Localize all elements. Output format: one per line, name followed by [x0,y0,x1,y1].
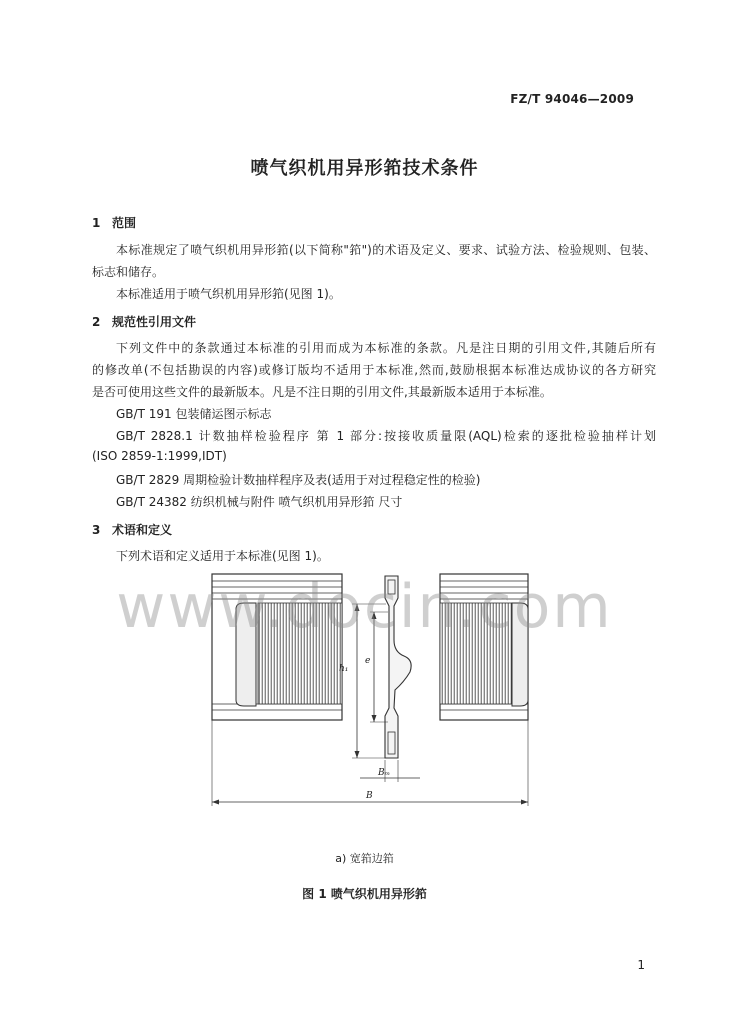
section-2-title: 规范性引用文件 [112,315,197,329]
section-3-title: 术语和定义 [112,523,173,537]
watermark: www.docin.com [116,572,613,642]
reference-gb-t-24382: GB/T 24382 纺织机械与附件 喷气织机用异形筘 尺寸 [116,495,403,509]
page-number: 1 [637,958,645,972]
reference-gb-t-2829: GB/T 2829 周期检验计数抽样程序及表(适用于对过程稳定性的检验) [116,473,481,487]
figure-caption: 图 1 喷气织机用异形筘 [302,887,427,901]
section-3-number: 3 [92,523,101,537]
section-1-para-1-line-1: 本标准规定了喷气织机用异形筘(以下简称"筘")的术语及定义、要求、试验方法、检验规则、包装、 [116,243,656,257]
section-1-title: 范围 [112,216,137,230]
label-b: B [366,791,373,801]
section-1-para-1-line-2: 标志和储存。 [92,265,165,279]
label-h1: h₁ [339,664,349,674]
document-number: FZ/T 94046—2009 [510,92,634,106]
label-e: e [365,656,371,666]
section-2-para-line-3: 是否可使用这些文件的最新版本。凡是不注日期的引用文件,其最新版本适用于本标准。 [92,385,552,399]
section-2-number: 2 [92,315,101,329]
figure-sub-caption: a) 宽筘边筘 [335,852,394,865]
section-2-para-line-1: 下列文件中的条款通过本标准的引用而成为本标准的条款。凡是注日期的引用文件,其随后所有 [116,341,656,355]
reference-gb-t-2828-1-line-1: GB/T 2828.1 计数抽样检验程序 第 1 部分:按接收质量限(AQL)检索的逐批检验抽样计划 [116,429,656,443]
reference-gb-t-191: GB/T 191 包装储运图示标志 [116,407,272,421]
page-title: 喷气织机用异形筘技术条件 [250,158,479,179]
section-1-number: 1 [92,216,101,230]
reference-gb-t-2828-1-line-2: (ISO 2859-1:1999,IDT) [92,449,227,463]
section-2-para-line-2: 的修改单(不包括勘误的内容)或修订版均不适用于本标准,然而,鼓励根据本标准达成协议的各方研究 [92,363,656,377]
section-3-para: 下列术语和定义适用于本标准(见图 1)。 [116,549,329,563]
label-bm: Bₘ [378,768,391,778]
section-1-para-2: 本标准适用于喷气织机用异形筘(见图 1)。 [116,287,341,301]
